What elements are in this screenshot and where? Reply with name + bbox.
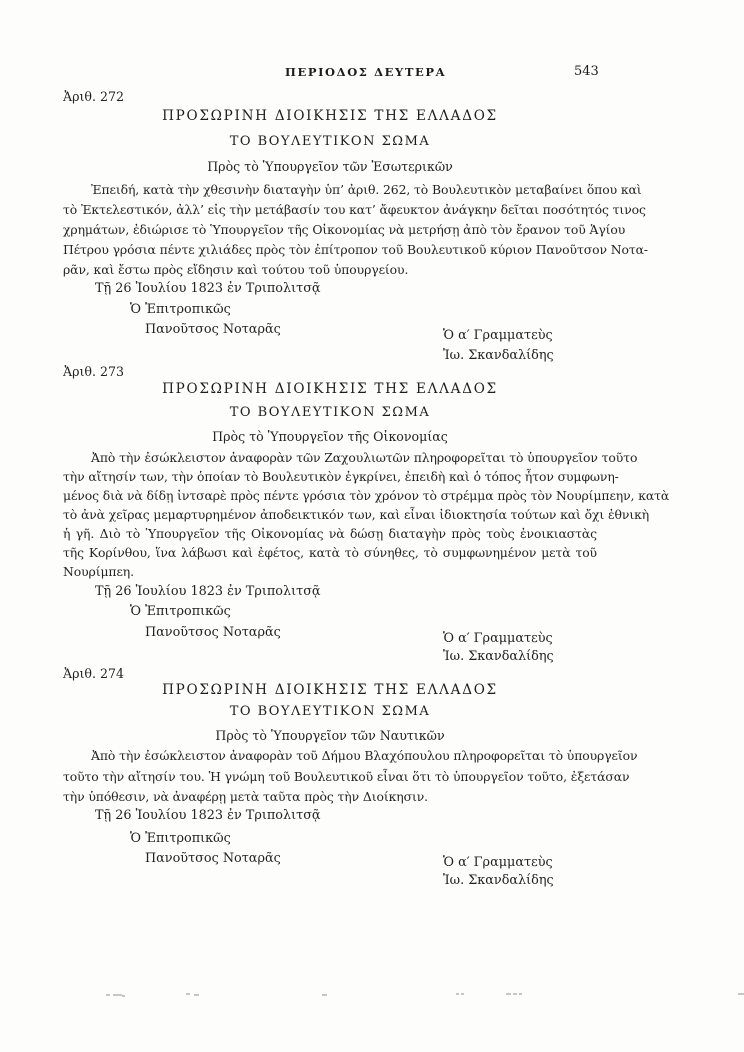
signature-role-right: Ὁ α′ Γραμματεὺς [443,328,553,343]
scan-speck [122,995,125,997]
scan-speck [519,993,522,995]
body-line: τὴν αἴτησίν των, τὴν ὁποίαν τὸ Βουλευτικὸν ἐγκρίνει, ἐπειδὴ καὶ ὁ τόπος ἦτον συμφωνη- [63,469,619,484]
signature-name-right: Ἰω. Σκανδαλίδης [443,348,554,363]
signature-name-left: Πανοῦτσος Νοταρᾶς [145,625,281,640]
doc-addressee: Πρὸς τὸ Ὑπουργεῖον τῶν Ναυτικῶν [215,728,445,743]
scan-speck [456,993,459,995]
body-line: Ἀπὸ τὴν ἐσώκλειστον ἀναφορὰν τοῦ Δήμου Βλαχόπουλου πληροφορεῖται τὸ ὑπουργεῖον [91,748,638,763]
signature-name-left: Πανοῦτσος Νοταρᾶς [145,851,281,866]
body-line: τὸ Ἐκτελεστικόν, ἀλλ’ εἰς τὴν μετάβασίν του κατ’ ἄφευκτον ἀνάγκην δεῖται ποσότητός τινος [63,202,646,217]
body-line: μένος διὰ νὰ δίδῃ ἰντσαρὲ πρὸς πέντε γρόσια τὸν χρόνον τὸ στρέμμα πρὸς τὸν Νουρίμπεην, κατὰ [63,488,670,503]
dateline: Τῇ 26 Ἰουλίου 1823 ἐν Τριπολιτσᾷ [95,281,321,296]
doc-title-sub: ΤΟ ΒΟΥΛΕΥΤΙΚΟΝ ΣΩΜΑ [229,134,431,149]
page-number: 543 [574,64,599,79]
doc-addressee: Πρὸς τὸ Ὑπουργεῖον τῆς Οἰκονομίας [212,429,448,444]
body-line: χρημάτων, ἐδιώρισε τὸ Ὑπουργεῖον τῆς Οἰκονομίας νὰ μετρήσῃ ἀπὸ τὸν ἔρανον τοῦ Ἁγίου [63,222,626,237]
doc-title-sub: ΤΟ ΒΟΥΛΕΥΤΙΚΟΝ ΣΩΜΑ [229,704,431,719]
doc-addressee: Πρὸς τὸ Ὑπουργεῖον τῶν Ἐσωτερικῶν [207,159,453,174]
body-line: τῆς Κορίνθου, ἵνα λάβωσι καὶ ἐφέτος, κατὰ τὸ σύνηθες, τὸ συμφωνημένον μετὰ τοῦ [63,545,597,560]
dateline: Τῇ 26 Ἰουλίου 1823 ἐν Τριπολιτσᾷ [95,808,321,823]
signature-name-right: Ἰω. Σκανδαλίδης [443,649,554,664]
dateline: Τῇ 26 Ἰουλίου 1823 ἐν Τριπολιτσᾷ [95,584,321,599]
scan-speck [113,994,122,996]
body-line: τὴν ὑπόθεσιν, νὰ ἀναφέρῃ μετὰ ταῦτα πρὸς τὴν Διοίκησιν. [63,789,428,804]
scan-speck [738,993,744,995]
signature-role-left: Ὁ Ἐπιτροπικῶς [130,831,231,846]
signature-name-left: Πανοῦτσος Νοταρᾶς [145,322,281,337]
scan-speck [194,994,199,996]
scan-speck [106,994,110,996]
body-line: τοῦτο τὴν αἴτησίν του. Ἡ γνώμη τοῦ Βουλευτικοῦ εἶναι ὅτι τὸ ὑπουργεῖον τοῦτο, ἐξετάσαν [63,769,630,784]
body-line: Ἀπὸ τὴν ἐσώκλειστον ἀναφορὰν τῶν Ζαχουλιωτῶν πληροφορεῖται τὸ ὑπουργεῖον τοῦτο [91,450,638,465]
signature-role-right: Ὁ α′ Γραμματεὺς [443,855,553,870]
doc-number-274: Ἀριθ. 274 [63,666,125,681]
scan-speck [506,993,511,995]
body-line: Νουρίμπεη. [63,564,134,579]
scan-speck [322,994,327,996]
doc-title-sub: ΤΟ ΒΟΥΛΕΥΤΙΚΟΝ ΣΩΜΑ [229,405,431,420]
doc-number-272: Ἀριθ. 272 [63,89,125,104]
doc-number-273: Ἀριθ. 273 [63,364,125,379]
running-title: ΠΕΡΙΟΔΟΣ ΔΕΥΤΕΡΑ [285,65,447,79]
body-line: τὸ ἀνὰ χεῖρας μεμαρτυρημένον ἀποδεικτικόν των, καὶ εἶναι ἰδιοκτησία τούτων καὶ ὄχι ἐθνικὴ [63,507,650,522]
signature-role-right: Ὁ α′ Γραμματεὺς [443,631,553,646]
body-line: ἡ γῆ. Διὸ τὸ Ὑπουργεῖον τῆς Οἰκονομίας νὰ δώσῃ διαταγὴν πρὸς τοὺς ἐνοικιαστὰς [63,526,597,541]
signature-role-left: Ὁ Ἐπιτροπικῶς [130,604,231,619]
body-line: Ἐπειδή, κατὰ τὴν χθεσινὴν διαταγὴν ὑπ’ ἀριθ. 262, τὸ Βουλευτικὸν μεταβαίνει ὅπου καὶ [91,182,642,197]
signature-role-left: Ὁ Ἐπιτροπικῶς [130,302,231,317]
doc-title-main: ΠΡΟΣΩΡΙΝΗ ΔΙΟΙΚΗΣΙΣ ΤΗΣ ΕΛΛΑΔΟΣ [162,682,498,698]
doc-title-main: ΠΡΟΣΩΡΙΝΗ ΔΙΟΙΚΗΣΙΣ ΤΗΣ ΕΛΛΑΔΟΣ [162,108,498,124]
doc-title-main: ΠΡΟΣΩΡΙΝΗ ΔΙΟΙΚΗΣΙΣ ΤΗΣ ΕΛΛΑΔΟΣ [162,381,498,397]
body-line: ρᾶν, καὶ ἔστω πρὸς εἴδησιν καὶ τούτου τοῦ ὑπουργείου. [63,262,409,277]
scan-speck [186,993,190,995]
scan-speck [461,993,464,995]
scan-speck [513,993,517,995]
body-line: Πέτρου γρόσια πέντε χιλιάδες πρὸς τὸν ἐπίτροπον τοῦ Βουλευτικοῦ κύριον Πανοῦτσον Νοτα- [63,242,648,257]
signature-name-right: Ἰω. Σκανδαλίδης [443,873,554,888]
